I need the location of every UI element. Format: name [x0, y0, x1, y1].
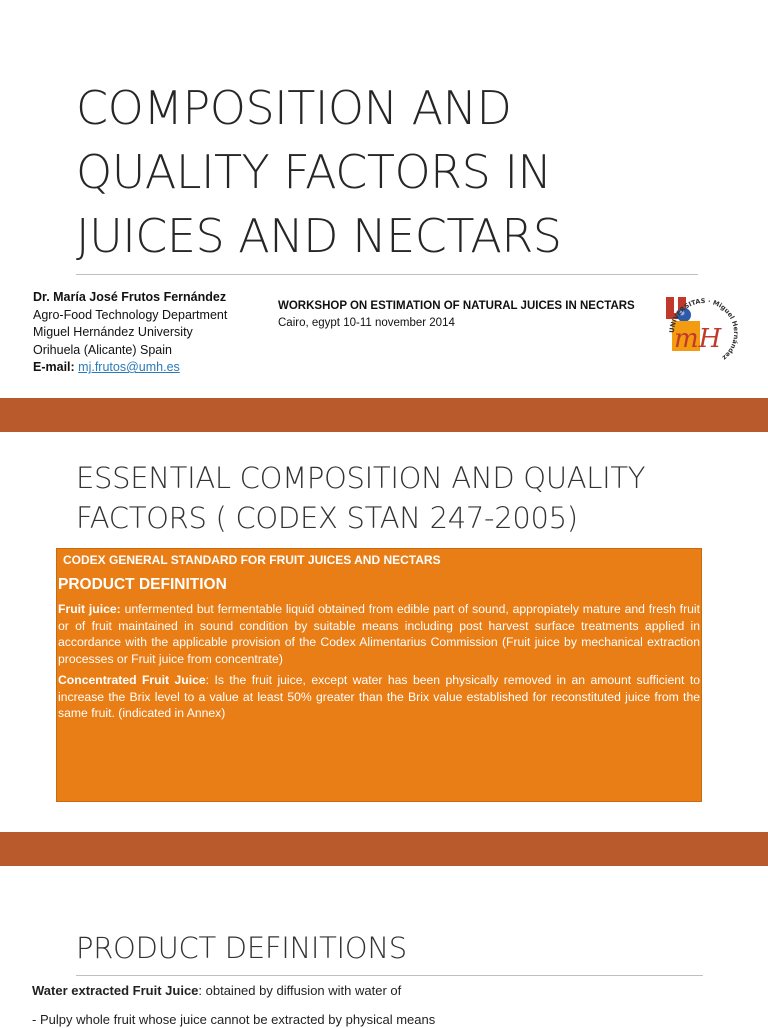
author-name: Dr. María José Frutos Fernández [33, 290, 227, 304]
section-band [0, 832, 768, 866]
fruit-juice-text: unfermented but fermentable liquid obtained from edible part of sound, appropiately mature and fresh fruit or of fruit maintained in sound condition by suitable means including post harvest surface treatments applied in accordance with the applicable provision of the Codex Alimentarius Commission (Fruit juice by mechanical extraction processes or Fruit juice from concentrate) [58, 602, 700, 666]
concentrated-juice-text: : Is the fruit juice, except water has been physically removed in an amount sufficient to increase the Brix level to a value at least 50% greater than the Brix value established for reconstituted juice from the same fruit. (indicated in Annex) [58, 673, 700, 720]
author-university: Miguel Hernández University [33, 325, 193, 339]
workshop-title: WORKSHOP ON ESTIMATION OF NATURAL JUICES IN NECTARS [278, 300, 635, 312]
codex-definition-box [56, 548, 702, 802]
codex-slide [0, 432, 768, 832]
main-title [76, 76, 716, 268]
definitions-slide-title: PRODUCT DEFINITIONS [76, 931, 407, 965]
codex-standard-heading: CODEX GENERAL STANDARD FOR FRUIT JUICES AND NECTARS [63, 553, 441, 567]
water-extracted-definition [32, 983, 435, 999]
university-logo [660, 293, 746, 371]
section-band [0, 398, 768, 432]
water-extracted-term: Water extracted Fruit Juice [32, 983, 199, 998]
product-definition-heading: PRODUCT DEFINITION [58, 576, 227, 593]
logo-ring-text: UNIVERSITAS · Miguel Hernández [667, 297, 741, 362]
water-extracted-text: : obtained by diffusion with water of [198, 983, 402, 998]
workshop-info [278, 298, 635, 332]
fruit-juice-term: Fruit juice: [58, 602, 121, 616]
author-department: Agro-Food Technology Department [33, 307, 228, 322]
title-slide [0, 0, 768, 398]
author-location: Orihuela (Alicante) Spain [33, 342, 172, 357]
concentrated-juice-definition [57, 672, 701, 722]
main-title-line: JUICES AND NECTARS [76, 209, 562, 263]
logo-monogram: mH [674, 324, 722, 354]
title-divider [76, 274, 698, 275]
main-title-line: COMPOSITION AND [76, 81, 512, 135]
author-block [33, 289, 227, 377]
main-title-line: QUALITY FACTORS IN [76, 145, 552, 199]
fruit-juice-definition [57, 601, 701, 667]
codex-slide-title-line: ESSENTIAL COMPOSITION AND QUALITY [76, 461, 646, 495]
definitions-slide [0, 866, 768, 1027]
workshop-place-date: Cairo, egypt 10-11 november 2014 [278, 317, 455, 329]
codex-slide-title [76, 458, 746, 538]
email-label: E-mail: [33, 360, 75, 374]
definitions-body [32, 983, 435, 1028]
email-link[interactable]: mj.frutos@umh.es [78, 360, 180, 374]
concentrated-juice-term: Concentrated Fruit Juice [58, 673, 206, 687]
codex-slide-title-line: FACTORS ( CODEX STAN 247-2005) [76, 501, 578, 535]
definitions-divider [76, 975, 703, 976]
pulpy-fruit-item: - Pulpy whole fruit whose juice cannot be extracted by physical means [32, 1012, 436, 1027]
author-email-row [33, 359, 227, 377]
